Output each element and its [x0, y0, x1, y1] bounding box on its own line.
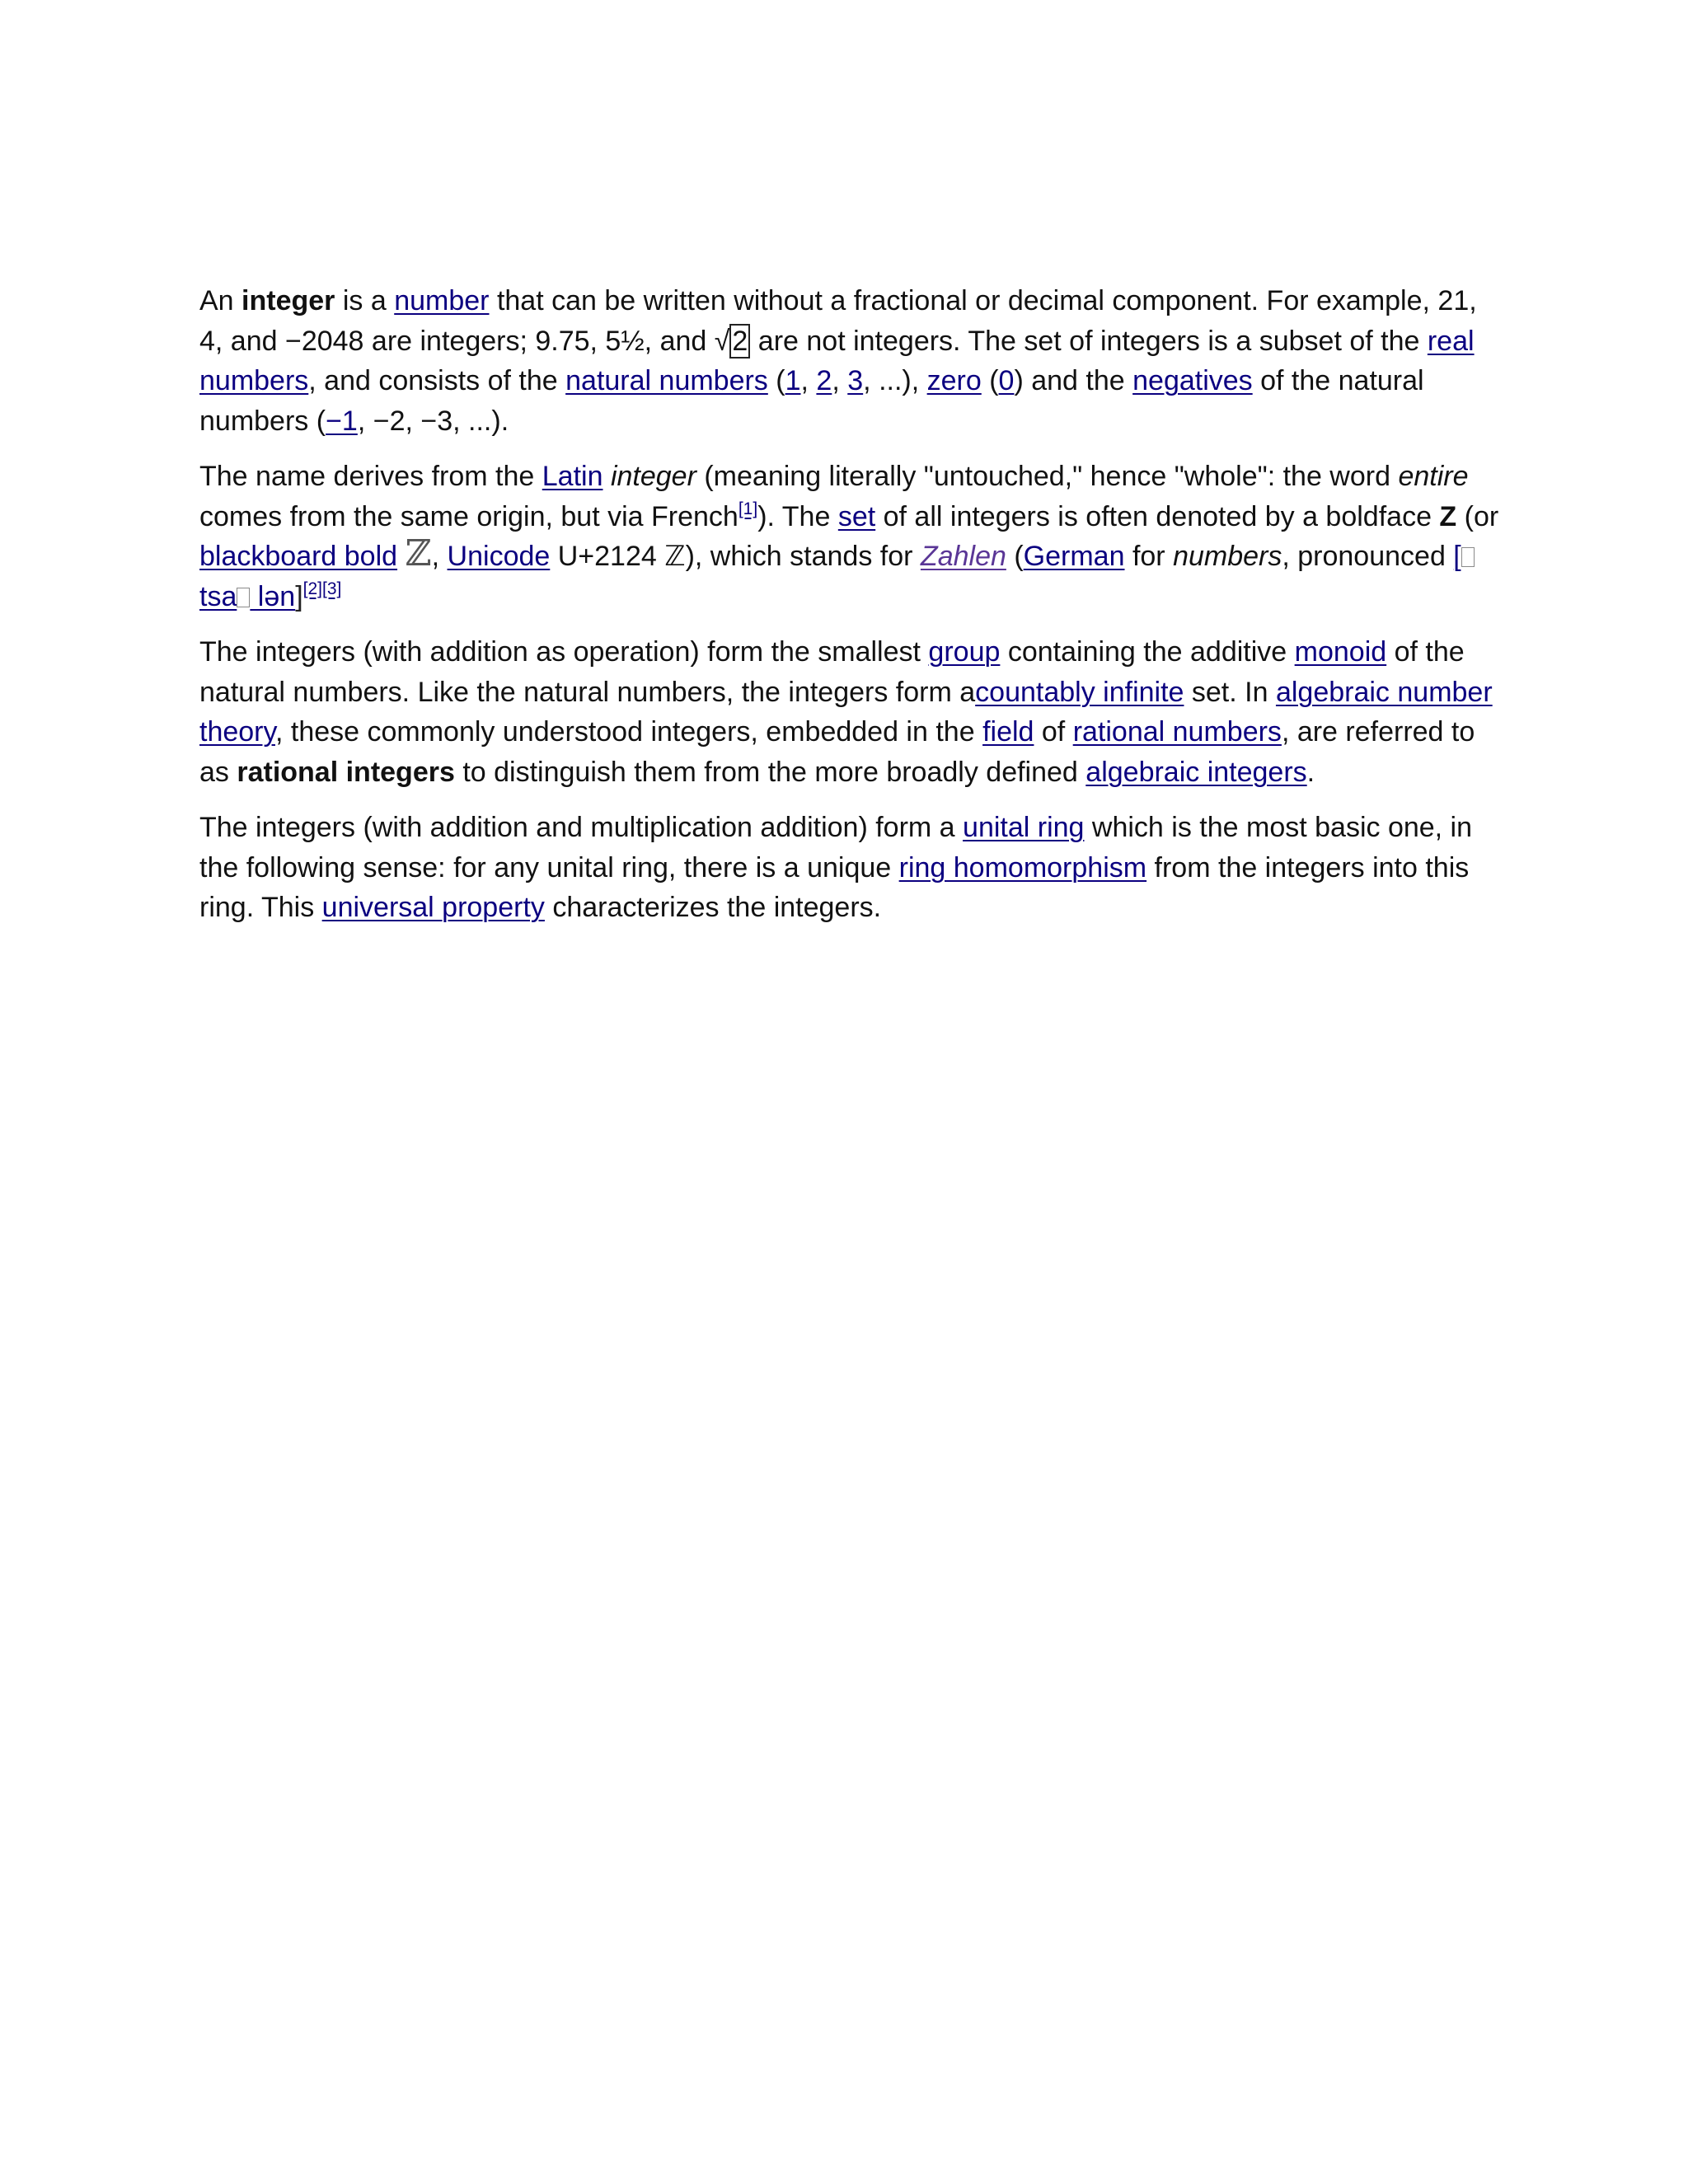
text-run: ), which stands for	[685, 541, 921, 572]
text-run: An	[199, 285, 242, 316]
text-run: , and consists of the	[308, 365, 566, 396]
text-run: of	[1034, 716, 1073, 748]
link-universal-property[interactable]: universal property	[321, 892, 545, 923]
paragraph-etymology	[199, 457, 1502, 616]
link-group[interactable]: group	[928, 636, 1001, 668]
text-run: of the natural numbers (	[199, 365, 1424, 437]
text-run: ). The	[757, 500, 838, 532]
text-run: , these commonly understood integers, embedded in the	[274, 716, 983, 748]
link-three[interactable]: 3	[847, 365, 864, 396]
link-field[interactable]: field	[982, 716, 1034, 748]
text-run: from the integers into this ring. This	[199, 851, 1470, 923]
text-run: U+2124	[550, 541, 665, 572]
text-run: (or	[1456, 500, 1499, 532]
blackboard-z-symbol: ℤ	[405, 532, 432, 574]
link-one[interactable]: 1	[785, 365, 801, 396]
text-run: The integers (with addition and multiplication addition) form a	[199, 812, 964, 843]
ipa-part: lən	[250, 580, 296, 612]
text-run: (	[981, 365, 999, 396]
term-rational-integers: rational integers	[237, 756, 455, 788]
text-run: (	[1006, 541, 1024, 572]
text-run: .	[1306, 756, 1315, 788]
link-german[interactable]: German	[1023, 541, 1125, 572]
article-body	[199, 281, 1502, 944]
text-run: of the natural numbers. Like the natural numbers, the integers form a	[199, 636, 1465, 708]
link-ring-homomorphism[interactable]: ring homomorphism	[898, 851, 1147, 883]
link-set[interactable]: set	[837, 500, 876, 532]
paragraph-definition	[199, 281, 1502, 441]
text-run: , ...),	[863, 365, 927, 396]
text-run: (	[767, 365, 785, 396]
link-blackboard-bold[interactable]: blackboard bold	[199, 541, 398, 572]
text-run: characterizes the integers.	[544, 892, 882, 923]
citation-link-2-3[interactable]: [2][3]	[302, 579, 342, 598]
ipa-bracket-close: ]	[295, 580, 303, 612]
term-entire: entire	[1398, 461, 1469, 492]
link-two[interactable]: 2	[816, 365, 832, 396]
text-run: for	[1124, 541, 1174, 572]
link-zahlen[interactable]	[921, 541, 1006, 572]
text-run: is a	[335, 285, 395, 316]
paragraph-group	[199, 632, 1502, 792]
text-run: are not integers. The set of integers is a subset of the	[750, 325, 1428, 357]
link-countably-infinite[interactable]: countably infinite	[975, 676, 1184, 708]
link-zero[interactable]: zero	[926, 365, 982, 396]
link-number[interactable]: number	[394, 285, 490, 316]
link-real-numbers[interactable]: real numbers	[199, 325, 1475, 396]
ipa-bracket-open: [	[1453, 541, 1461, 572]
text-run	[397, 541, 405, 572]
text-run: set. In	[1184, 676, 1276, 708]
term-integer: integer	[241, 285, 335, 316]
missing-glyph-icon	[1461, 547, 1475, 567]
link-natural-numbers[interactable]: natural numbers	[565, 365, 768, 396]
link-negatives[interactable]: negatives	[1132, 365, 1253, 396]
text-run: , pronounced	[1282, 541, 1454, 572]
unicode-z-symbol: ℤ	[664, 540, 686, 573]
text-run: , −2, −3, ...).	[357, 405, 509, 437]
link-monoid[interactable]: monoid	[1294, 636, 1387, 668]
link-minus-one[interactable]: −1	[326, 405, 358, 437]
text-run: to distinguish them from the more broadly defined	[454, 756, 1086, 788]
text-run: comes from the same origin, but via French	[199, 500, 738, 532]
term-numbers: numbers	[1173, 541, 1282, 572]
text-run: containing the additive	[1000, 636, 1295, 668]
text-run: ,	[800, 365, 817, 396]
link-unital-ring[interactable]: unital ring	[963, 812, 1085, 843]
text-run	[603, 461, 610, 492]
term-z-bold: Z	[1439, 500, 1457, 532]
text-run: that can be written without a fractional or decimal component. For example, 21, 4, and −2048 are integers; 9.75, 5½, and √	[199, 285, 1477, 357]
sqrt-radicand: 2	[729, 324, 750, 359]
link-rational-numbers[interactable]: rational numbers	[1072, 716, 1282, 748]
text-run: (meaning literally "untouched," hence "whole": the word	[696, 461, 1399, 492]
citation-link-1[interactable]: [1]	[738, 499, 758, 518]
text-run: The name derives from the	[199, 461, 542, 492]
link-zero-digit[interactable]: 0	[998, 365, 1015, 396]
link-algebraic-integers[interactable]: algebraic integers	[1085, 756, 1307, 788]
citation-2-3[interactable]	[303, 579, 342, 598]
ipa-part: tsa	[199, 580, 237, 612]
text-run: ,	[832, 365, 848, 396]
link-algebraic-number-theory[interactable]: algebraic number theory	[199, 676, 1493, 748]
text-run: The integers (with addition as operation) form the smallest	[199, 636, 929, 668]
missing-glyph-icon	[237, 588, 250, 607]
text-run: ,	[431, 541, 448, 572]
text-run: , are referred to as	[199, 716, 1475, 788]
text-run: which is the most basic one, in the following sense: for any unital ring, there is a unique	[199, 812, 1473, 883]
link-latin[interactable]: Latin	[542, 461, 603, 492]
term-integer-latin: integer	[610, 461, 696, 492]
text-run: of all integers is often denoted by a boldface	[875, 500, 1440, 532]
paragraph-ring	[199, 808, 1502, 928]
citation-1[interactable]	[738, 499, 757, 518]
term-zahlen: Zahlen	[920, 541, 1006, 572]
link-unicode[interactable]: Unicode	[447, 541, 551, 572]
text-run: ) and the	[1014, 365, 1133, 396]
